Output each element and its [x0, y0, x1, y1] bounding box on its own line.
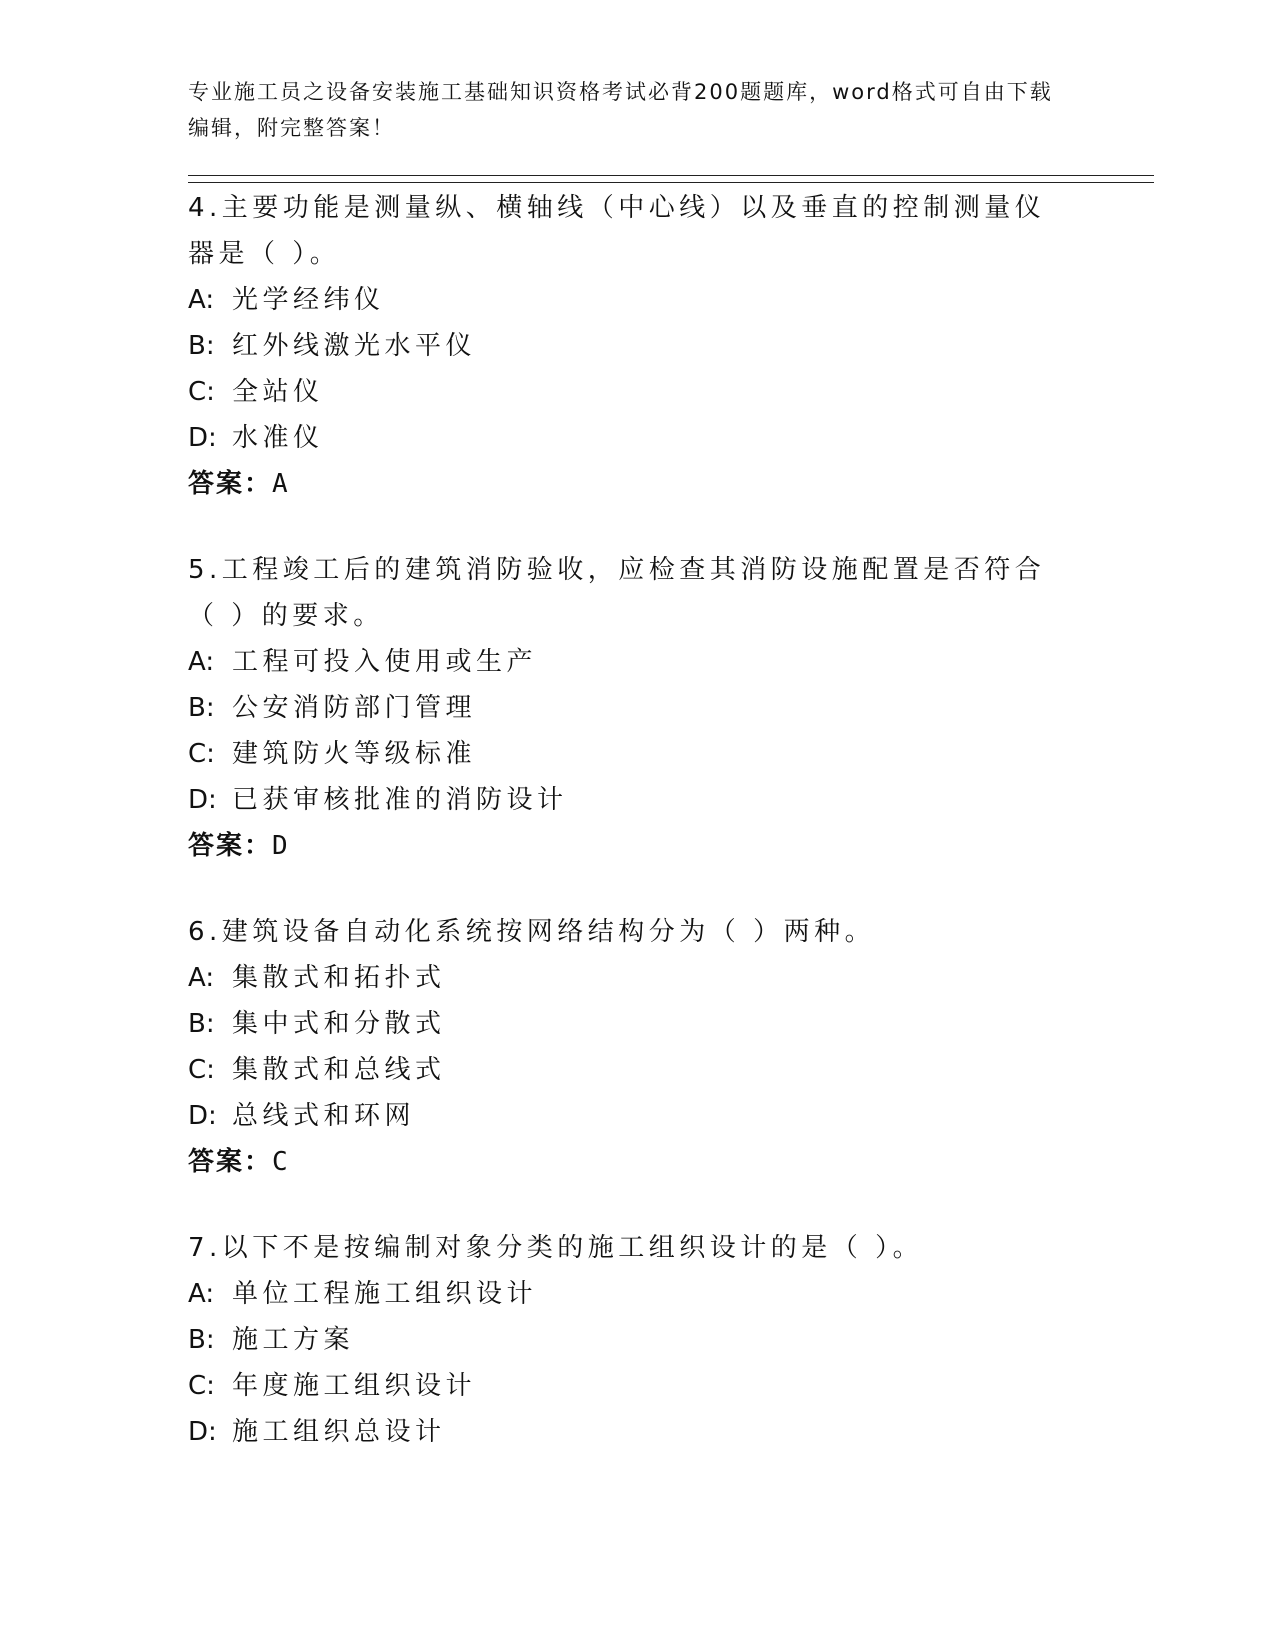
- option-letter: B:: [188, 331, 215, 361]
- answer-line: [188, 823, 1068, 869]
- option-letter: D:: [188, 1101, 217, 1131]
- option-letter: C:: [188, 1371, 215, 1401]
- option-text: 施工组织总设计: [232, 1417, 446, 1447]
- option-text: 年度施工组织设计: [232, 1371, 477, 1401]
- option-b: [188, 1001, 1068, 1047]
- option-text: 施工方案: [232, 1325, 355, 1355]
- option-b: [188, 1317, 1068, 1363]
- answer-line: [188, 461, 1068, 507]
- question-6: [188, 909, 1068, 1185]
- option-text: 集散式和拓扑式: [232, 963, 446, 993]
- option-c: [188, 1363, 1068, 1409]
- option-c: [188, 731, 1068, 777]
- option-text: 集散式和总线式: [232, 1055, 446, 1085]
- answer-label: 答案：: [188, 831, 273, 861]
- question-stem: 6.建筑设备自动化系统按网络结构分为（ ）两种。: [188, 917, 876, 947]
- answer-value: A: [272, 469, 290, 499]
- option-d: [188, 777, 1068, 823]
- option-b: [188, 685, 1068, 731]
- question-7: [188, 1225, 1068, 1455]
- option-c: [188, 369, 1068, 415]
- option-letter: C:: [188, 1055, 215, 1085]
- option-text: 集中式和分散式: [232, 1009, 446, 1039]
- option-text: 光学经纬仪: [232, 285, 385, 315]
- option-a: [188, 639, 1068, 685]
- header-rule-bottom: [188, 182, 1154, 183]
- document-header: 专业施工员之设备安装施工基础知识资格考试必背200题题库，word格式可自由下载编辑，附完整答案！: [188, 80, 1053, 140]
- answer-label: 答案：: [188, 469, 273, 499]
- option-text: 红外线激光水平仪: [232, 331, 477, 361]
- option-d: [188, 415, 1068, 461]
- answer-value: D: [272, 831, 290, 861]
- option-text: 单位工程施工组织设计: [232, 1279, 538, 1309]
- option-letter: D:: [188, 785, 217, 815]
- question-stem: 7.以下不是按编制对象分类的施工组织设计的是（ ）。: [188, 1233, 924, 1263]
- answer-line: [188, 1139, 1068, 1185]
- option-letter: A:: [188, 963, 215, 993]
- option-c: [188, 1047, 1068, 1093]
- option-a: [188, 955, 1068, 1001]
- option-text: 工程可投入使用或生产: [232, 647, 538, 677]
- question-4: [188, 185, 1068, 507]
- answer-label: 答案：: [188, 1147, 273, 1177]
- option-letter: A:: [188, 285, 215, 315]
- option-a: [188, 277, 1068, 323]
- header-rule-top: [188, 175, 1154, 176]
- option-letter: D:: [188, 423, 217, 453]
- question-stem: 5.工程竣工后的建筑消防验收，应检查其消防设施配置是否符合（ ）的要求。: [188, 555, 1046, 631]
- option-d: [188, 1409, 1068, 1455]
- option-letter: B:: [188, 693, 215, 723]
- option-text: 总线式和环网: [232, 1101, 416, 1131]
- question-5: [188, 547, 1068, 869]
- option-letter: A:: [188, 1279, 215, 1309]
- option-text: 已获审核批准的消防设计: [232, 785, 568, 815]
- option-b: [188, 323, 1068, 369]
- answer-value: C: [272, 1147, 290, 1177]
- option-letter: B:: [188, 1325, 215, 1355]
- option-letter: D:: [188, 1417, 217, 1447]
- question-stem: 4.主要功能是测量纵、横轴线（中心线）以及垂直的控制测量仪器是（ ）。: [188, 193, 1046, 269]
- option-text: 建筑防火等级标准: [232, 739, 477, 769]
- option-text: 全站仪: [232, 377, 324, 407]
- option-a: [188, 1271, 1068, 1317]
- option-letter: C:: [188, 739, 215, 769]
- option-text: 水准仪: [232, 423, 324, 453]
- option-letter: A:: [188, 647, 215, 677]
- option-text: 公安消防部门管理: [232, 693, 477, 723]
- option-letter: C:: [188, 377, 215, 407]
- option-letter: B:: [188, 1009, 215, 1039]
- option-d: [188, 1093, 1068, 1139]
